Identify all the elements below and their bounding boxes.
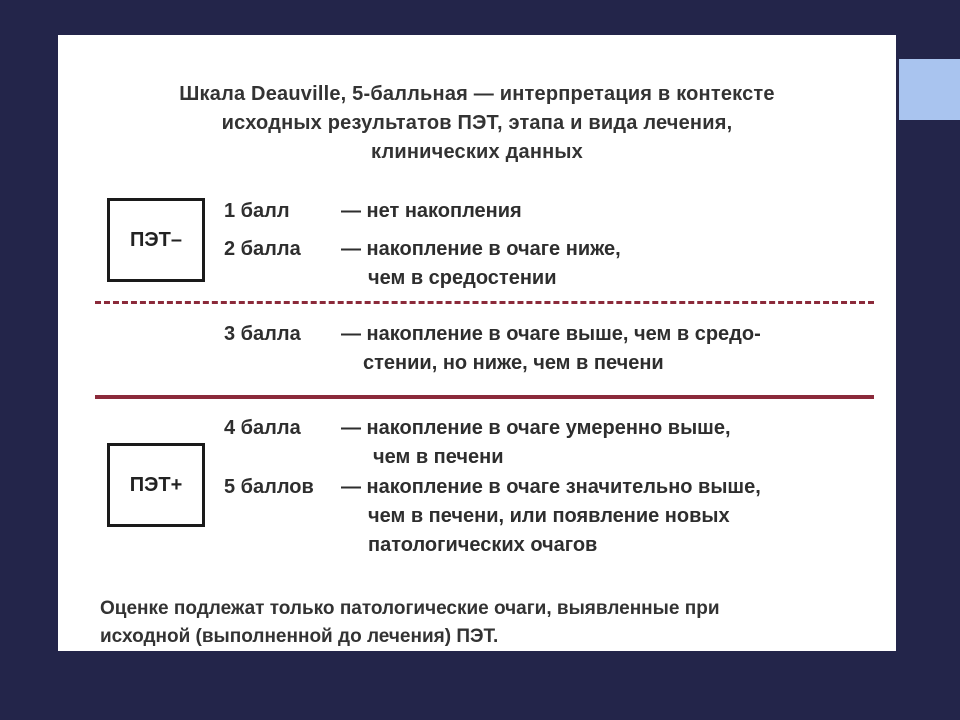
score-description [341, 235, 621, 293]
dashed-separator [95, 301, 874, 304]
description-line: — накопление в очаге ниже, [341, 238, 621, 260]
score-label: 5 баллов [224, 476, 314, 498]
score-description [341, 197, 522, 226]
title-line: Шкала Deauville, 5-балльная — интерпретация в контексте [179, 83, 775, 105]
description-line: чем в печени [373, 446, 504, 468]
score-label: 2 балла [224, 238, 301, 260]
title-line: клинических данных [371, 141, 583, 163]
score-description [341, 414, 731, 472]
description-line: — накопление в очаге выше, чем в средо- [341, 323, 761, 345]
slide-title [58, 80, 896, 167]
pet-negative-box [107, 198, 205, 282]
footnote-line: исходной (выполненной до лечения) ПЭТ. [100, 626, 499, 647]
accent-square [899, 59, 960, 120]
description-line: чем в печени, или появление новых [368, 505, 730, 527]
solid-separator [95, 395, 874, 399]
description-line: — накопление в очаге умеренно выше, [341, 417, 731, 439]
description-line: чем в средостении [368, 267, 557, 289]
description-line: — нет накопления [341, 200, 522, 222]
score-label: 4 балла [224, 417, 301, 439]
score-label: 3 балла [224, 323, 301, 345]
pet-negative-label: ПЭТ– [130, 228, 182, 251]
score-description [341, 320, 761, 378]
footnote [100, 595, 720, 651]
title-line: исходных результатов ПЭТ, этапа и вида лечения, [221, 112, 733, 134]
slide [58, 35, 896, 651]
description-line: патологических очагов [368, 534, 598, 556]
pet-positive-label: ПЭТ+ [129, 473, 183, 496]
description-line: — накопление в очаге значительно выше, [341, 476, 761, 498]
description-line: стении, но ниже, чем в печени [363, 352, 664, 374]
score-label: 1 балл [224, 200, 290, 222]
score-description [341, 473, 761, 560]
footnote-line: Оценке подлежат только патологические очаги, выявленные при [100, 598, 720, 619]
pet-positive-box [107, 443, 205, 527]
